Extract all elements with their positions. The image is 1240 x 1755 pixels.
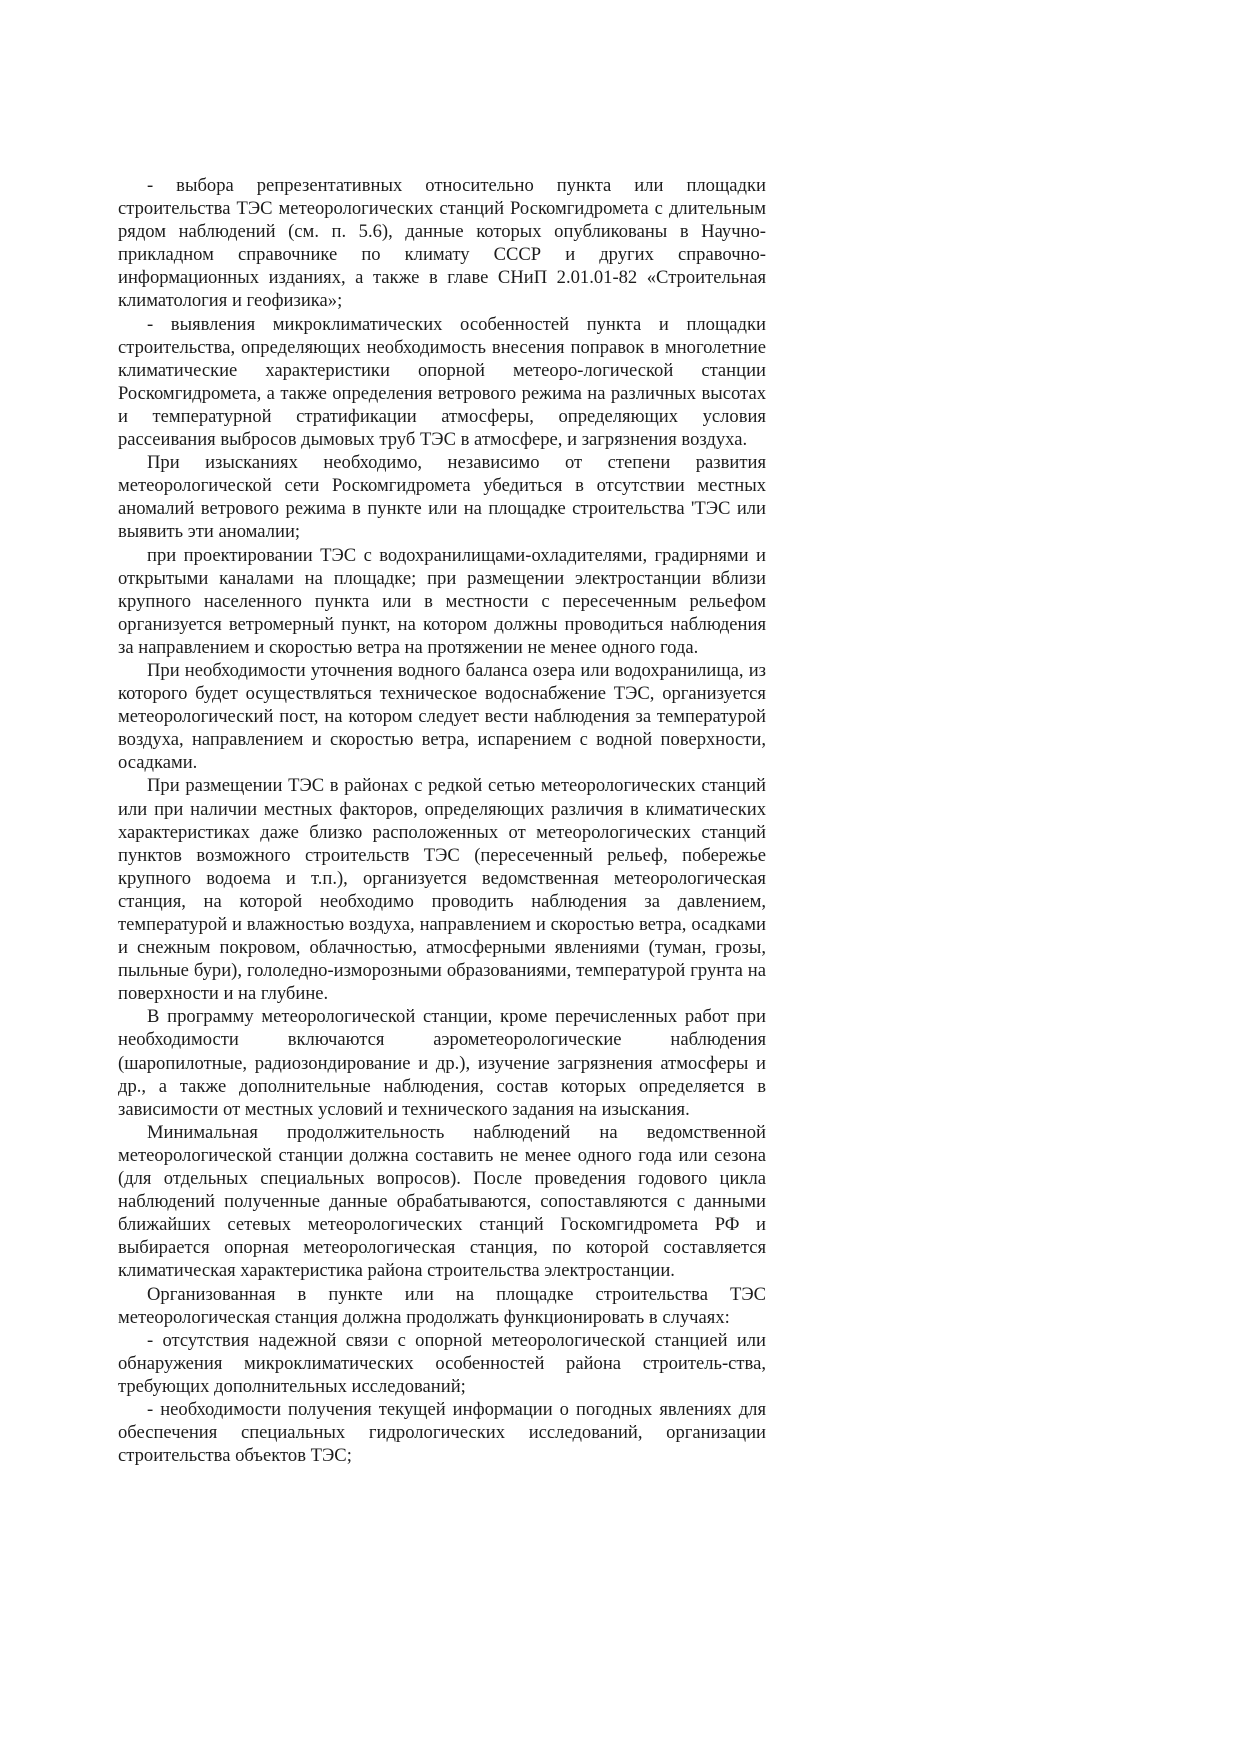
paragraph-continue-operation: Организованная в пункте или на площадке строительства ТЭС метеорологическая станция должна продолжать функционировать в случаях: <box>118 1283 766 1328</box>
paragraph-case-reliable-link: - отсутствия надежной связи с опорной метеорологической станцией или обнаружения микроклиматических особенностей района строитель-ства, требующих дополнительных исследований; <box>118 1329 766 1397</box>
paragraph-wind-station: при проектировании ТЭС с водохранилищами-охладителями, градирнями и открытыми каналами на площадке; при размещении электростанции вблизи крупного населенного пункта или в местности с пересеченным рельефом организуется ветромерный пункт, на котором должны проводиться наблюдения за направлением и скоростью ветра на протяжении не менее одного года. <box>118 544 766 658</box>
paragraph-case-current-info: - необходимости получения текущей информации о погодных явлениях для обеспечения специальных гидрологических исследований, организации строительства объектов ТЭС; <box>118 1398 766 1467</box>
paragraph-microclimate: - выявления микроклиматических особенностей пункта и площадки строительства, определяющих необходимость внесения поправок в многолетние климатические характеристики опорной метеоро-логической станции Роскомгидромета, а также определения ветрового режима на различных высотах и температурной стратификации атмосферы, определяющих условия рассеивания выбросов дымовых труб ТЭС в атмосфере, и загрязнения воздуха. <box>118 313 766 451</box>
paragraph-water-balance: При необходимости уточнения водного баланса озера или водохранилища, из которого будет осуществляться техническое водоснабжение ТЭС, организуется метеорологический пост, на котором следует вести наблюдения за температурой воздуха, направлением и скоростью ветра, испарением с водной поверхности, осадками. <box>118 659 766 774</box>
paragraph-observation-duration: Минимальная продолжительность наблюдений на ведомственной метеорологической станции должна составить не менее одного года или сезона (для отдельных специальных вопросов). После проведения годового цикла наблюдений полученные данные обрабатываются, сопоставляются с данными ближайших сетевых метеорологических станций Госкомгидромета РФ и выбирается опорная метеорологическая станция, по которой составляется климатическая характеристика района строительства электростанции. <box>118 1121 766 1282</box>
paragraph-stations-selection: - выбора репрезентативных относительно пункта или площадки строительства ТЭС метеорологических станций Роскомгидромета с длительным рядом наблюдений (см. п. 5.6), данные которых опубликованы в Научно-прикладном справочнике по климату СССР и других справочно-информационных изданиях, а также в главе СНиП 2.01.01-82 «Строительная климатология и геофизика»; <box>118 175 766 312</box>
paragraph-station-program: В программу метеорологической станции, кроме перечисленных работ при необходимости включаются аэрометеорологические наблюдения (шаропилотные, радиозондирование и др.), изучение загрязнения атмосферы и др., а также дополнительные наблюдения, состав которых определяется в зависимости от местных условий и технического задания на изыскания. <box>118 1006 766 1120</box>
paragraph-wind-anomalies: При изысканиях необходимо, независимо от степени развития метеорологической сети Роскомгидромета убедиться в отсутствии местных аномалий ветрового режима в пункте или на площадке строительства 'ТЭС или выявить эти аномалии; <box>118 452 766 543</box>
paragraph-departmental-station: При размещении ТЭС в районах с редкой сетью метеорологических станций или при наличии местных факторов, определяющих различия в климатических характеристиках даже близко расположенных от метеорологических станций пунктов возможного строительств ТЭС (пересеченный рельеф, побережье крупного водоема и т.п.), организуется ведомственная метеорологическая станция, на которой необходимо проводить наблюдения за давлением, температурой и влажностью воздуха, направлением и скоростью ветра, осадками и снежным покровом, облачностью, атмосферными явлениями (туман, грозы, пыльные бури), гололедно-изморозными образованиями, температурой грунта на поверхности и на глубине. <box>118 775 766 1005</box>
document-page <box>118 174 766 1467</box>
